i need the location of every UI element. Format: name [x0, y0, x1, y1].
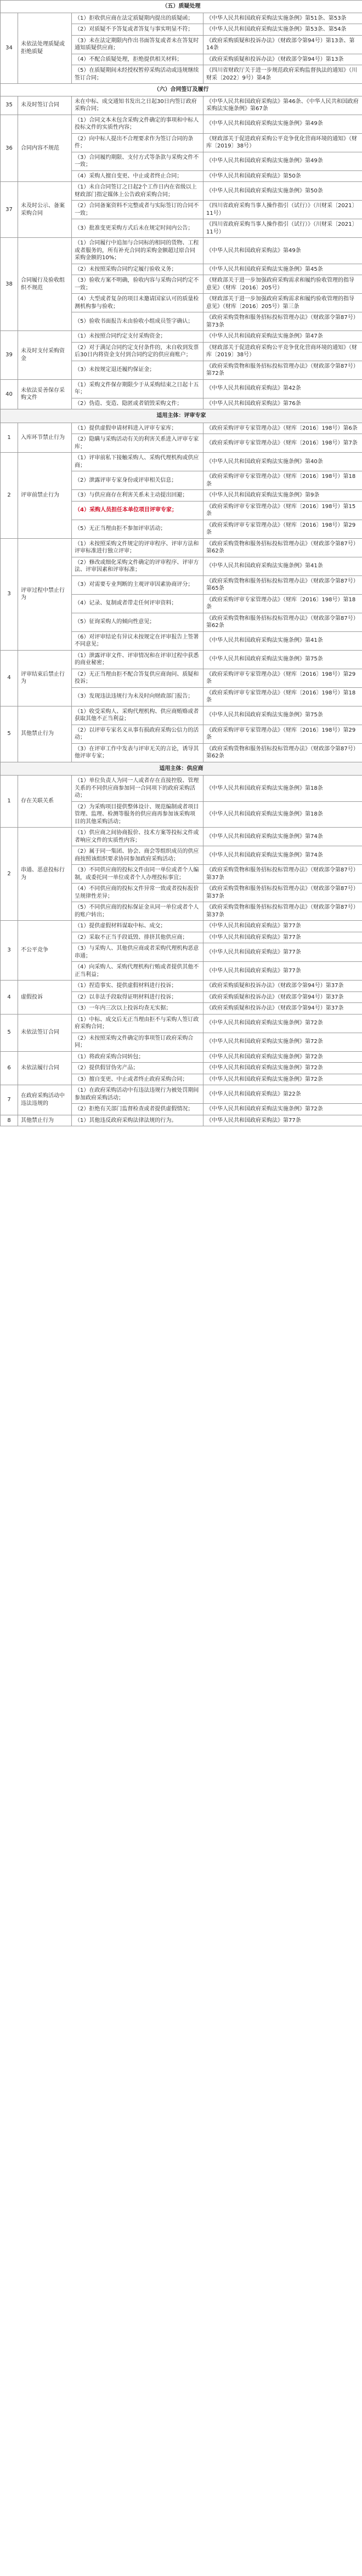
row-index: 39: [1, 331, 18, 380]
row-index: 35: [1, 96, 18, 115]
row-index: 2: [1, 453, 18, 539]
violation-item: （1）采购文件保存期限少于从采购结束之日起十五年；: [72, 379, 203, 398]
legal-basis: 《中华人民共和国政府采购法实施条例》第75条: [203, 706, 362, 725]
violation-item: （3）在评审工作中发表与评审无关的言论，诱导其他评审专家；: [72, 743, 203, 762]
row-index: 5: [1, 1014, 18, 1051]
violation-item: （6）对评审结论有异议未按规定在评审报告上签署不同意见；: [72, 631, 203, 650]
violation-item: （2）无正当理由拒不配合答复供应商询问、质疑和投诉；: [72, 669, 203, 687]
violation-item: （3）与采购人、其他供应商或者采购代理机构恶意串通；: [72, 943, 203, 962]
violation-item: 未在中标、成交通知书发出之日起30日内签订政府采购合同；: [72, 96, 203, 115]
violation-item: （1）其他违反政府采购法律法规的行为。: [72, 1115, 203, 1126]
legal-basis: 《中华人民共和国政府采购法实施条例》第72条: [203, 1033, 362, 1051]
part-heading-suppliers-cell: 适用主体：供应商: [1, 762, 362, 776]
violation-item: （5）无正当理由拒不参加评审活动；: [72, 520, 203, 538]
violation-category: 评审结束后禁止行为: [18, 650, 72, 706]
row-index: 36: [1, 115, 18, 182]
legal-basis: 《中华人民共和国政府采购法实施条例》第72条: [203, 1074, 362, 1085]
legal-basis: 《中华人民共和国政府采购法》第42条: [203, 379, 362, 398]
violation-category: 未及时公示、备案采购合同: [18, 182, 72, 238]
legal-basis: 《中华人民共和国政府采购法实施条例》第72条: [203, 1104, 362, 1115]
legal-basis: 《中华人民共和国政府采购法》第50条: [203, 170, 362, 182]
legal-basis: 《政府采购货物和服务招标投标管理办法》（财政部令第87号）第72条: [203, 361, 362, 379]
part-heading-experts-cell: 适用主体：评审专家: [1, 409, 362, 423]
violation-item: （1）评审前私下接触采购人、采购代理机构或供应商；: [72, 453, 203, 471]
table-row: [1, 115, 362, 133]
violation-category: 未依法妥善保存采购文件: [18, 379, 72, 409]
part-heading-experts: [1, 409, 362, 423]
legal-basis: 《中华人民共和国政府采购法实施条例》第41条: [203, 631, 362, 650]
violation-item: （2）向中标人提出不合理要求作为签订合同的条件；: [72, 133, 203, 152]
row-index: 38: [1, 238, 18, 331]
legal-basis: 《中华人民共和国政府采购法实施条例》第74条: [203, 846, 362, 865]
violation-item: （4）采购人员担任本单位项目评审专家；: [72, 501, 203, 520]
table-row: [1, 182, 362, 201]
violation-item: （2）泄露评审专家身份或评审相关信息；: [72, 471, 203, 490]
legal-basis: 《四川省财政厅关于进一步规范政府采购监督执法的通知》（川财采〔2022〕9号）第4条: [203, 65, 362, 84]
violation-item: （3）未在法定期限内作出书面答复或者未在答复时通知质疑供应商；: [72, 35, 203, 54]
legal-basis: 《中华人民共和国政府采购法》第77条: [203, 1115, 362, 1126]
legal-basis: 《中华人民共和国政府采购法实施条例》第50条: [203, 182, 362, 201]
violation-item: （2）合同备案资料不完整或者与实际签订的合同不一致；: [72, 201, 203, 219]
legal-basis: 《中华人民共和国政府采购法实施条例》第72条: [203, 1051, 362, 1063]
violation-category: 未及时支付采购资金: [18, 331, 72, 380]
legal-basis: 《中华人民共和国政府采购法》第22条: [203, 1085, 362, 1104]
table-row: [1, 423, 362, 434]
legal-basis: 《四川省政府采购当事人操作指引（试行）》（川财采〔2021〕11号）: [203, 219, 362, 238]
violation-item: （1）提供虚假申请材料进入评审专家库；: [72, 423, 203, 434]
violation-item: （3）批准变更采购方式后未在规定时间内公告；: [72, 219, 203, 238]
violation-item: （2）未按照采购合同约定履行验收义务；: [72, 264, 203, 275]
row-index: 4: [1, 981, 18, 1015]
legal-basis: 《中华人民共和国政府采购法实施条例》第18条: [203, 801, 362, 828]
violation-item: （1）在政府采购活动中有违法违规行为被处罚期间参加政府采购活动；: [72, 1085, 203, 1104]
violation-category: 合同履行及验收组织不规范: [18, 238, 72, 331]
row-index: 3: [1, 921, 18, 981]
violation-item: （2）以评审专家名义从事有损政府采购公信力的活动；: [72, 725, 203, 743]
violation-item: （4）不同供应商的投标文件异常一致或者投标报价呈规律性差异；: [72, 884, 203, 902]
violation-item: （1）中标、成交后无正当理由拒不与采购人签订政府采购合同；: [72, 1014, 203, 1033]
violation-item: （4）采购人擅自变更、中止或者终止合同；: [72, 170, 203, 182]
legal-basis: 《政府采购货物和服务招标投标管理办法》（财政部令第87号）第65条: [203, 575, 362, 594]
violation-item: （2）未按照采购文件确定的事项签订政府采购合同；: [72, 1033, 203, 1051]
violation-item: （1）拒收供应商在法定质疑期内提出的质疑函；: [72, 13, 203, 24]
legal-basis: 《政府采购评审专家管理办法》（财库〔2016〕198号）第15条: [203, 501, 362, 520]
row-index: 7: [1, 1085, 18, 1115]
violation-item: （5）不同供应商的投标保证金从同一单位或者个人的账户转出；: [72, 902, 203, 921]
legal-basis: 《中华人民共和国政府采购法》第76条: [203, 398, 362, 409]
violation-category: 未依法处理质疑或拒绝质疑: [18, 13, 72, 84]
legal-basis: 《中华人民共和国政府采购法实施条例》第53条、第54条: [203, 24, 362, 36]
violation-item: （1）泄露评审文件、评审情况和在评审过程中获悉的商业秘密；: [72, 650, 203, 669]
violation-category: 未依法履行合同: [18, 1051, 72, 1085]
violation-item: （3）未按规定退还履约保证金；: [72, 361, 203, 379]
violation-item: （1）单位负责人为同一人或者存在直接控股、管理关系的不同供应商参加同一合同项下的政府采购活动；: [72, 776, 203, 802]
legal-basis: 《中华人民共和国政府采购法实施条例》第47条: [203, 331, 362, 343]
violation-item: （2）提供假冒伪劣产品；: [72, 1063, 203, 1074]
legal-basis: 《政府采购货物和服务招标投标管理办法》（财政部令第87号）第37条: [203, 884, 362, 902]
table-row: [1, 13, 362, 24]
table-row: [1, 921, 362, 932]
violation-item: （2）对于满足合同约定支付条件的，未自收到发票后30日内将资金支付到合同约定的供应商账户；: [72, 342, 203, 361]
violation-item: （4）不配合质疑处理，拒绝提供相关材料；: [72, 54, 203, 65]
table-row: [1, 379, 362, 398]
violation-item: （2）采取不正当手段诋毁、排挤其他供应商；: [72, 932, 203, 943]
violation-item: （5）在质疑期间未经授权暂停采购活动或违规继续签订合同；: [72, 65, 203, 84]
violation-category: 不公平竞争: [18, 921, 72, 981]
legal-basis: 《中华人民共和国政府采购法实施条例》第72条: [203, 1014, 362, 1033]
legal-basis: 《政府采购评审专家管理办法》（财库〔2016〕198号）第6条: [203, 423, 362, 434]
legal-basis: 《财政部关于进一步加强政府采购需求和履约验收管理的指导意见》（财库〔2016〕205号）第三条: [203, 294, 362, 312]
violation-item: （2）为采购项目提供整体设计、规范编制或者项目管理、监理、检测等服务的供应商再参加该采购项目的其他采购活动；: [72, 801, 203, 828]
legal-basis: 《中华人民共和国政府采购法》第77条: [203, 962, 362, 981]
table-row: [1, 238, 362, 264]
legal-basis: 《政府采购评审专家管理办法》（财库〔2016〕198号）第18条: [203, 594, 362, 613]
table-row: [1, 1085, 362, 1104]
violation-category: 在政府采购活动中违法违规的: [18, 1085, 72, 1115]
legal-basis: 《政府采购货物和服务招标投标管理办法》（财政部令第87号）第73条: [203, 312, 362, 331]
section-heading: [1, 1, 362, 13]
legal-basis: 《政府采购评审专家管理办法》（财库〔2016〕198号）第18条: [203, 687, 362, 706]
legal-basis: 《中华人民共和国政府采购法实施条例》第49条: [203, 152, 362, 170]
violation-item: （3）验收方案不明确，验收内容与采购合同约定不一致；: [72, 275, 203, 294]
violation-item: （1）未自合同签订之日起2个工作日内在省级以上财政部门指定媒体上公告政府采购合同；: [72, 182, 203, 201]
table-row: [1, 981, 362, 992]
legal-basis: 《中华人民共和国政府采购法》第77条: [203, 943, 362, 962]
violation-item: （1）未按照采购文件规定的评审程序、评审方法和评审标准进行独立评审；: [72, 538, 203, 557]
violation-item: （2）隐瞒与采购活动有关的利害关系进入评审专家库；: [72, 434, 203, 453]
legal-basis: 《政府采购货物和服务招标投标管理办法》（财政部令第87号）第62条: [203, 538, 362, 557]
section-heading-cell: （五）质疑处理: [1, 1, 362, 13]
table-row: [1, 453, 362, 471]
violation-category: 存在关联关系: [18, 776, 72, 828]
legal-basis: 《财政部关于促进政府采购公平竞争优化营商环境的通知》（财库〔2019〕38号）: [203, 342, 362, 361]
violation-item: （1）合同文本未包含采购文件确定的事项和中标人投标文件的实质性内容；: [72, 115, 203, 133]
violation-item: （2）属于同一集团、协会、商会等组织成员的供应商按照该组织要求协同参加政府采购活动；: [72, 846, 203, 865]
row-index: 34: [1, 13, 18, 84]
legal-basis: 《中华人民共和国政府采购法实施条例》第9条: [203, 490, 362, 501]
violation-item: （5）征询采购人的倾向性意见；: [72, 613, 203, 631]
legal-basis: 《政府采购货物和服务招标投标管理办法》（财政部令第87号）第62条: [203, 743, 362, 762]
legal-basis: 《中华人民共和国政府采购法》第77条: [203, 932, 362, 943]
legal-basis: 《中华人民共和国政府采购法实施条例》第49条: [203, 115, 362, 133]
violation-item: （2）拒绝有关部门监督检查或者提供虚假情况；: [72, 1104, 203, 1115]
legal-basis: 《政府采购货物和服务招标投标管理办法》（财政部令第87号）第62条: [203, 613, 362, 631]
legal-basis: 《中华人民共和国政府采购法实施条例》第45条: [203, 264, 362, 275]
violation-item: （4）向采购人、采购代理机构行贿或者提供其他不正当利益；: [72, 962, 203, 981]
violation-item: （2）修改或细化采购文件确定的评审程序、评审方法、评审因素和评审标准；: [72, 557, 203, 575]
legal-basis: 《中华人民共和国政府采购法》第77条: [203, 921, 362, 932]
section-heading: [1, 84, 362, 96]
table-row: [1, 1115, 362, 1126]
legal-basis: 《四川省政府采购当事人操作指引（试行）》（川财采〔2021〕11号）: [203, 201, 362, 219]
row-index: 8: [1, 1115, 18, 1126]
violation-item: （2）以非法手段取得证明材料进行投诉；: [72, 991, 203, 1003]
legal-basis: 《中华人民共和国政府采购法》第49条: [203, 238, 362, 264]
table-row: [1, 96, 362, 115]
violation-item: （2）伪造、变造、隐匿或者销毁采购文件；: [72, 398, 203, 409]
table-row: [1, 828, 362, 846]
legal-basis: 《政府采购质疑和投诉办法》（财政部令第94号）第37条: [203, 981, 362, 992]
violation-item: （1）捏造事实、提供虚假材料进行投诉；: [72, 981, 203, 992]
violation-item: （3）合同履约期限、支付方式等条款与采购文件不一致；: [72, 152, 203, 170]
legal-basis: 《政府采购质疑和投诉办法》（财政部令第94号）第13条、第14条: [203, 35, 362, 54]
violation-category: 未及时签订合同: [18, 96, 72, 115]
violation-item: （1）收受采购人、采购代理机构、供应商贿赂或者获取其他不正当利益；: [72, 706, 203, 725]
violation-item: （3）对需要专业判断的主观评审因素协商评分；: [72, 575, 203, 594]
legal-basis: 《中华人民共和国政府采购法实施条例》第41条: [203, 557, 362, 575]
row-index: 5: [1, 706, 18, 762]
violation-item: （1）提供虚假材料谋取中标、成交；: [72, 921, 203, 932]
violation-category: 串通、恶意投标行为: [18, 828, 72, 921]
violation-category: 合同内容不规范: [18, 115, 72, 182]
row-index: 1: [1, 423, 18, 453]
row-index: 6: [1, 1051, 18, 1085]
legal-basis: 《中华人民共和国政府采购法实施条例》第18条: [203, 776, 362, 802]
violation-category: 未依法签订合同: [18, 1014, 72, 1051]
legal-basis: 《中华人民共和国政府采购法实施条例》第51条、第53条: [203, 13, 362, 24]
part-heading-suppliers: [1, 762, 362, 776]
violation-item: （3）擅自变更、中止或者终止政府采购合同；: [72, 1074, 203, 1085]
violation-item: （4）大型或者复杂的项目未邀请国家认可的质量检测机构参与验收；: [72, 294, 203, 312]
legal-basis: 《财政部关于促进政府采购公平竞争优化营商环境的通知》（财库〔2019〕38号）: [203, 133, 362, 152]
violation-category: 评审过程中禁止行为: [18, 538, 72, 650]
row-index: 40: [1, 379, 18, 409]
table-row: [1, 1051, 362, 1063]
violation-category: 其他禁止行为: [18, 706, 72, 762]
legal-basis: 《中华人民共和国政府采购法实施条例》第72条: [203, 1063, 362, 1074]
legal-basis: 《政府采购质疑和投诉办法》（财政部令第94号）第37条: [203, 991, 362, 1003]
legal-basis: 《中华人民共和国政府采购法实施条例》第74条: [203, 828, 362, 846]
legal-basis: 《政府采购货物和服务招标投标管理办法》（财政部令第87号）第37条: [203, 902, 362, 921]
violation-item: （1）未按照合同约定支付采购资金；: [72, 331, 203, 343]
table-row: [1, 331, 362, 343]
row-index: 4: [1, 650, 18, 706]
legal-basis: 《政府采购质疑和投诉办法》（财政部令第94号）第37条: [203, 1003, 362, 1015]
row-index: 37: [1, 182, 18, 238]
document: [0, 0, 362, 1126]
violation-item: （5）验收书面报告未由验收小组成员签字确认；: [72, 312, 203, 331]
section-heading-cell: （六）合同签订及履行: [1, 84, 362, 96]
legal-basis: 《中华人民共和国政府采购法实施条例》第75条: [203, 650, 362, 669]
row-index: 2: [1, 828, 18, 921]
violations-table: [0, 0, 362, 1126]
legal-basis: 《政府采购评审专家管理办法》（财库〔2016〕198号）第29条: [203, 669, 362, 687]
table-row: [1, 650, 362, 669]
row-index: 3: [1, 538, 18, 650]
violation-item: （1）合同履行中追加与合同标的相同的货物、工程或者服务的，所有补充合同的采购金额超过原合同采购金额的10%；: [72, 238, 203, 264]
table-row: [1, 538, 362, 557]
violation-item: （3）不同供应商的投标文件由同一单位或者个人编制，或委托同一单位或者个人办理投标事宜；: [72, 865, 203, 884]
row-index: 1: [1, 776, 18, 828]
legal-basis: 《政府采购质疑和投诉办法》（财政部令第94号）第13条: [203, 54, 362, 65]
legal-basis: 《中华人民共和国政府采购法实施条例》第40条: [203, 453, 362, 471]
legal-basis: 《财政部关于进一步加强政府采购需求和履约验收管理的指导意见》（财库〔2016〕205号）: [203, 275, 362, 294]
violation-item: （4）记录、复制或者带走任何评审资料；: [72, 594, 203, 613]
violation-item: （3）一年内三次以上投诉均查无实据；: [72, 1003, 203, 1015]
table-row: [1, 1014, 362, 1033]
legal-basis: 《中华人民共和国政府采购法》第46条、《中华人民共和国政府采购法实施条例》第67条: [203, 96, 362, 115]
table-row: [1, 776, 362, 802]
violation-category: 入库环节禁止行为: [18, 423, 72, 453]
legal-basis: 《政府采购评审专家管理办法》（财库〔2016〕198号）第29条: [203, 520, 362, 538]
legal-basis: 《政府采购货物和服务招标投标管理办法》（财政部令第87号）第37条: [203, 865, 362, 884]
legal-basis: 《政府采购评审专家管理办法》（财库〔2016〕198号）第18条: [203, 471, 362, 490]
violation-item: （3）与供应商存在利害关系未主动提出回避；: [72, 490, 203, 501]
violation-category: 虚假投诉: [18, 981, 72, 1015]
violation-item: （3）发现违法违规行为未及时向财政部门报告；: [72, 687, 203, 706]
violation-category: 其他禁止行为: [18, 1115, 72, 1126]
violation-item: （1）供应商之间协商报价、技术方案等投标文件或者响应文件的实质性内容；: [72, 828, 203, 846]
table-row: [1, 706, 362, 725]
violation-item: （1）将政府采购合同转包；: [72, 1051, 203, 1063]
legal-basis: 《政府采购评审专家管理办法》（财库〔2016〕198号）第29条: [203, 725, 362, 743]
legal-basis: 《政府采购评审专家管理办法》（财库〔2016〕198号）第7条: [203, 434, 362, 453]
violation-item: （2）对质疑不予答复或者答复与事实明显不符；: [72, 24, 203, 36]
violation-category: 评审前禁止行为: [18, 453, 72, 539]
